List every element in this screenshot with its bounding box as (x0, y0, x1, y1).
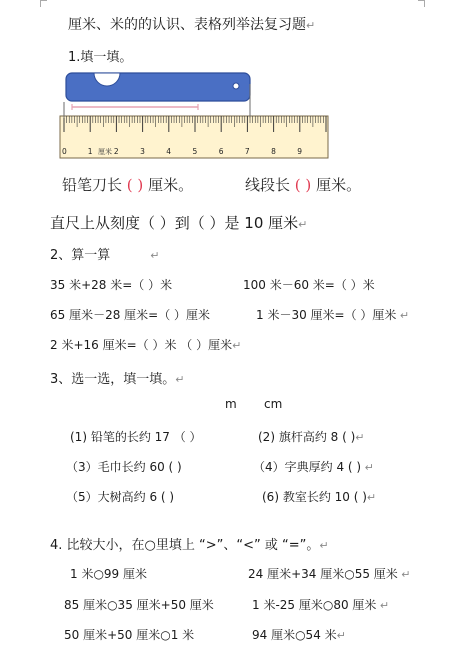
section-3-heading: 3、选一选，填一填。↵ (50, 372, 185, 387)
calc-item: 2 米+16 厘米=（ ）米 （ ）厘米↵ (50, 338, 242, 352)
choice-item: (6) 教室长约 10 ( )↵ (262, 490, 377, 504)
ruler-tick-label: 1 (87, 147, 93, 156)
ruler-tick-label: 4 (166, 147, 172, 156)
ruler-tick-label: 6 (218, 147, 224, 156)
choice-item: (1) 铅笔的长约 17 （ ） (70, 430, 202, 444)
ruler-figure (58, 66, 333, 166)
choice-item: （4）字典厚约 4 ( ) ↵ (253, 460, 374, 474)
ruler-tick-label: 5 (192, 147, 198, 156)
section-1-heading: 1.填一填。 (68, 50, 133, 65)
compare-item: 24 厘米+34 厘米○55 厘米 ↵ (248, 567, 411, 581)
compare-item: 1 米-25 厘米○80 厘米 ↵ (252, 598, 390, 612)
unit-option-m: m (225, 397, 237, 411)
corner-mark (40, 0, 47, 7)
ruler-tick-label: 8 (271, 147, 276, 156)
fig-pencil-length: 铅笔刀长 ( ) 厘米。 (62, 176, 194, 194)
calc-item: 1 米－30 厘米=（ ）厘米 ↵ (256, 308, 410, 322)
ruler-tick-label: 9 (297, 147, 303, 156)
compare-item: 85 厘米○35 厘米+50 厘米 (64, 598, 214, 612)
ruler-unit-label: 厘米 (98, 148, 112, 156)
calc-item: 100 米－60 米=（ ）米 (243, 278, 375, 292)
ruler-tick-label: 3 (140, 147, 145, 156)
choice-item: (2) 旗杆高约 8 ( )↵ (258, 430, 365, 444)
unit-option-cm: cm (264, 397, 283, 411)
page-title: 厘米、米的的认识、表格列举法复习题↵ (68, 17, 316, 33)
choice-item: （5）大树高约 6 ( ) (66, 490, 175, 504)
ruler-tick-label: 2 (113, 147, 119, 156)
ruler-tick-label: 7 (244, 147, 250, 156)
sharpener-hole (233, 83, 239, 89)
section-2-heading: 2、算一算 ↵ (50, 248, 160, 263)
calc-item: 35 米+28 米=（ ）米 (50, 278, 173, 292)
ruler-tick-label: 0 (62, 147, 67, 156)
compare-item: 1 米○99 厘米 (70, 567, 148, 581)
compare-item: 50 厘米+50 厘米○1 米 (64, 628, 195, 642)
fig-segment-length: 线段长 ( ) 厘米。 (245, 176, 362, 194)
ruler-question: 直尺上从刻度（ ）到（ ）是 10 厘米↵ (50, 214, 308, 232)
choice-item: （3）毛巾长约 60 ( ) (66, 460, 182, 474)
section-4-heading: 4. 比较大小，在○里填上 “>”、“<” 或 “=”。↵ (50, 538, 329, 553)
compare-item: 94 厘米○54 米↵ (252, 628, 346, 642)
calc-item: 65 厘米－28 厘米=（ ）厘米 (50, 308, 211, 322)
corner-mark (418, 0, 425, 7)
pencil-sharpener (66, 73, 250, 101)
